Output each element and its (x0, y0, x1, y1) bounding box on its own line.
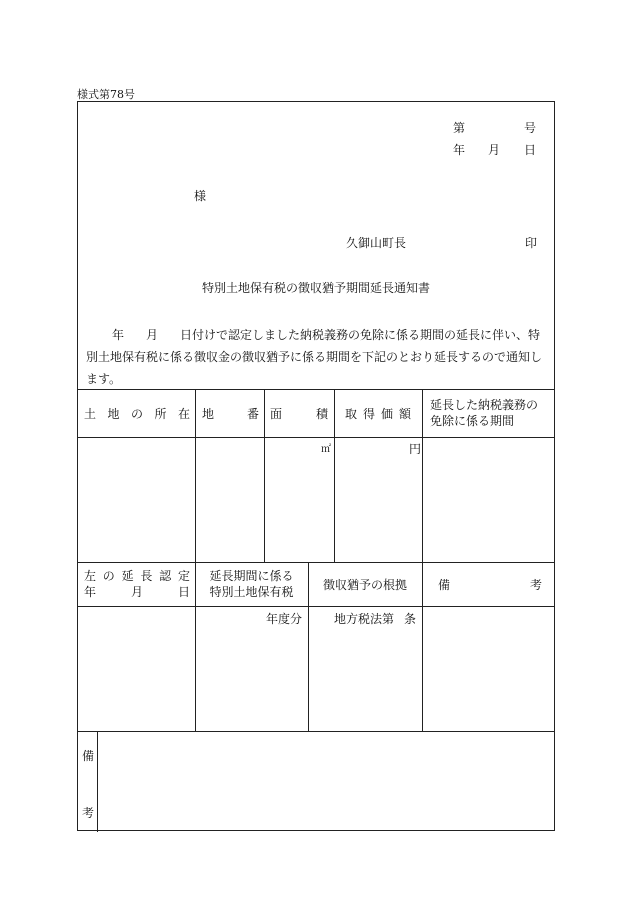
number-prefix: 第 (453, 121, 466, 135)
divider (195, 389, 196, 562)
header-approval-date: 左 の 延 長 認 定 年 月 日 (84, 569, 190, 599)
body-text: 日付けで認定しました納税義務の免除に係る期間の延長に伴い、特別土地保有税に係る徴収金の徴収猶予に係る期間を下記のとおり延長するので通知します。 (86, 328, 543, 386)
notice-body (86, 324, 548, 390)
divider (78, 731, 554, 732)
document-title: 特別土地保有税の徴収猶予期間延長通知書 (202, 281, 431, 295)
issuer: 久御山町長 (346, 236, 407, 250)
divider (97, 731, 98, 832)
date-day: 日 (524, 143, 537, 157)
divider (78, 437, 554, 438)
divider (334, 389, 335, 562)
divider (78, 606, 554, 607)
remarks-label-1: 備 (82, 749, 95, 763)
seal: 印 (525, 236, 538, 250)
date-year: 年 (453, 143, 466, 157)
addressee-suffix: 様 (194, 189, 207, 203)
body-year: 年 (112, 328, 125, 342)
header-acquisition-value: 取 得 価 額 (345, 406, 411, 421)
fiscal-year-suffix: 年度分 (266, 612, 303, 626)
remarks-label-2: 考 (82, 806, 95, 820)
date-month: 月 (488, 143, 501, 157)
divider (422, 562, 423, 731)
divider (264, 389, 265, 562)
header-extended-period: 延長した納税義務の 免除に係る期間 (430, 398, 539, 428)
header-lot-number: 地 番 (202, 406, 259, 421)
header-extension-tax: 延長期間に係る 特別土地保有税 (209, 569, 294, 599)
law-suffix: 条 (404, 612, 417, 626)
area-unit: ㎡ (321, 444, 331, 455)
header-location: 土 地 の 所 在 (84, 406, 190, 421)
header-basis: 徴収猶予の根拠 (322, 577, 407, 592)
header-area: 面 積 (270, 406, 328, 421)
number-suffix: 号 (524, 121, 537, 135)
header-remarks: 備 考 (438, 577, 542, 592)
form-number: 様式第78号 (77, 88, 135, 101)
divider (422, 389, 423, 562)
law-prefix: 地方税法第 (334, 612, 395, 626)
notice-form (77, 101, 555, 831)
value-unit: 円 (409, 442, 422, 456)
body-month: 月 (146, 328, 159, 342)
